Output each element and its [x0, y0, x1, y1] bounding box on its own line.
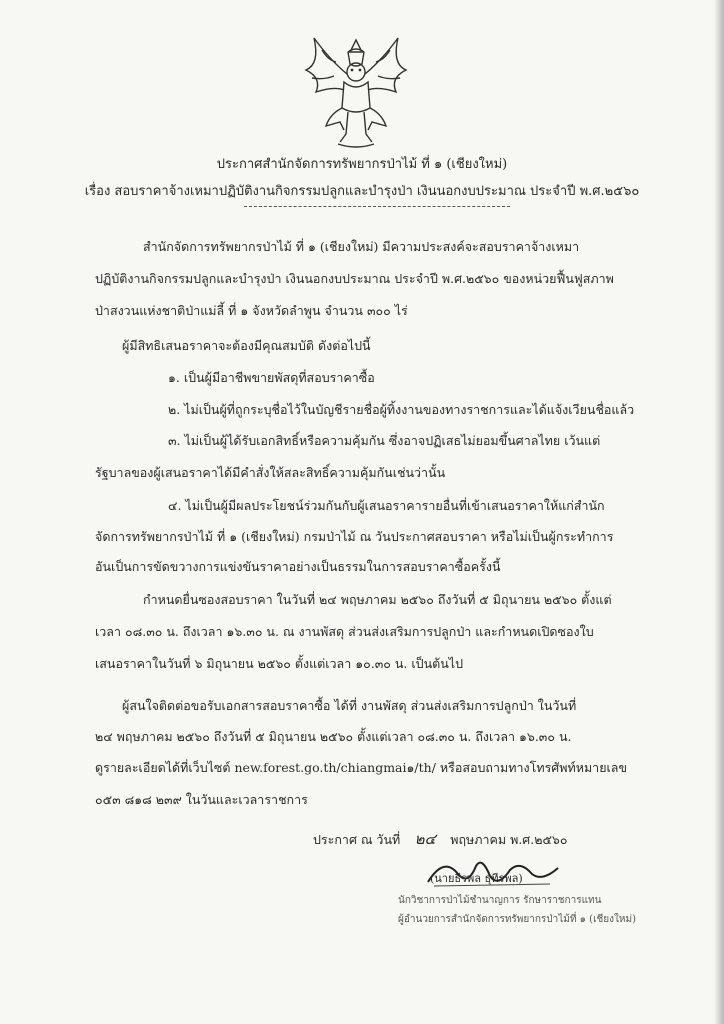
qualification-item: ๒. ไม่เป็นผู้ที่ถูกระบุชื่อไว้ในบัญชีรายชื่อผู้ทิ้งงานของทางราชการและได้แจ้งเวียนชื่อแล้ว: [168, 402, 635, 417]
qualification-item: ๔. ไม่เป็นผู้มีผลประโยชน์ร่วมกันกับผู้เสนอราคารายอื่นที่เข้าเสนอราคาให้แก่สำนัก: [168, 498, 605, 513]
body-line: ๐๕๓ ๘๑๘ ๒๓๙ ในวันและเวลาราชการ: [95, 792, 308, 807]
garuda-emblem-icon: [300, 30, 412, 152]
body-line: ปฏิบัติงานกิจกรรมปลูกและบำรุงป่า เงินนอกงบประมาณ ประจำปี พ.ศ.๒๕๖๐ ของหน่วยฟื้นฟูสภาพ: [95, 271, 614, 286]
body-line: ผู้สนใจติดต่อขอรับเอกสารสอบราคาซื้อ ได้ที่ งานพัสดุ ส่วนส่งเสริมการปลูกป่า ในวันที่: [122, 698, 577, 713]
body-line: เวลา ๐๘.๓๐ น. ถึงเวลา ๑๖.๓๐ น. ณ งานพัสดุ ส่วนส่งเสริมการปลูกป่า และกำหนดเปิดซองใบ: [95, 624, 594, 639]
body-line: ดูรายละเอียดได้ที่เว็บไซต์ new.forest.go.th/chiangmai๑/th/ หรือสอบถามทางโทรศัพท์หมายเลข: [95, 760, 628, 775]
separator-line: [244, 206, 510, 207]
body-line: ๒๔ พฤษภาคม ๒๕๖๐ ถึงวันที่ ๕ มิถุนายน ๒๕๖๐ ตั้งแต่เวลา ๐๘.๓๐ น. ถึงเวลา ๑๖.๓๐ น.: [95, 729, 572, 744]
signature-name: (นายธีรพล ธุทีรพล): [430, 872, 523, 885]
body-line: จัดการทรัพยากรป่าไม้ ที่ ๑ (เชียงใหม่) กรมป่าไม้ ณ วันประกาศสอบราคา หรือไม่เป็นผู้กระทำการ: [95, 529, 614, 544]
qualification-item: ๑. เป็นผู้มีอาชีพขายพัสดุที่สอบราคาซื้อ: [168, 370, 375, 385]
announce-prefix: ประกาศ ณ วันที่: [313, 832, 401, 847]
signature-position: ผู้อำนวยการสำนักจัดการทรัพยากรป่าไม้ที่ ๑ (เชียงใหม่): [398, 914, 636, 925]
body-line: รัฐบาลของผู้เสนอราคาได้มีคำสั่งให้สละสิทธิ์ความคุ้มกันเช่นว่านั้น: [95, 465, 446, 480]
qualification-item: ๓. ไม่เป็นผู้ได้รับเอกสิทธิ์หรือความคุ้มกัน ซึ่งอาจปฏิเสธไม่ยอมขึ้นศาลไทย เว้นแต่: [168, 433, 601, 448]
body-line: กำหนดยื่นซองสอบราคา ในวันที่ ๒๔ พฤษภาคม ๒๕๖๐ ถึงวันที่ ๕ มิถุนายน ๒๕๖๐ ตั้งแต่: [143, 592, 612, 607]
signature-position: นักวิชาการป่าไม้ชำนาญการ รักษาราชการแทน: [398, 895, 602, 906]
body-line: อันเป็นการขัดขวางการแข่งขันราคาอย่างเป็นธรรมในการสอบราคาซื้อครั้งนี้: [95, 559, 501, 574]
document-title: ประกาศสำนักจัดการทรัพยากรป่าไม้ ที่ ๑ (เชียงใหม่): [216, 157, 508, 172]
scan-edge: [714, 0, 724, 1024]
announce-date: [313, 830, 567, 849]
announce-day: ๒๔: [414, 830, 436, 848]
announce-month-year: พฤษภาคม พ.ศ.๒๕๖๐: [450, 832, 568, 847]
document-subject: เรื่อง สอบราคาจ้างเหมาปฏิบัติงานกิจกรรมปลูกและบำรุงป่า เงินนอกงบประมาณ ประจำปี พ.ศ.๒๕๖๐: [84, 184, 640, 199]
body-line: ผู้มีสิทธิเสนอราคาจะต้องมีคุณสมบัติ ดังต่อไปนี้: [122, 338, 371, 353]
body-line: เสนอราคาในวันที่ ๖ มิถุนายน ๒๕๖๐ ตั้งแต่เวลา ๑๐.๓๐ น. เป็นต้นไป: [95, 656, 464, 671]
body-line: ป่าสงวนแห่งชาติป่าแม่ลี้ ที่ ๑ จังหวัดลำพูน จำนวน ๓๐๐ ไร่: [95, 303, 408, 318]
body-line: สำนักจัดการทรัพยากรป่าไม้ ที่ ๑ (เชียงใหม่) มีความประสงค์จะสอบราคาจ้างเหมา: [143, 239, 580, 254]
